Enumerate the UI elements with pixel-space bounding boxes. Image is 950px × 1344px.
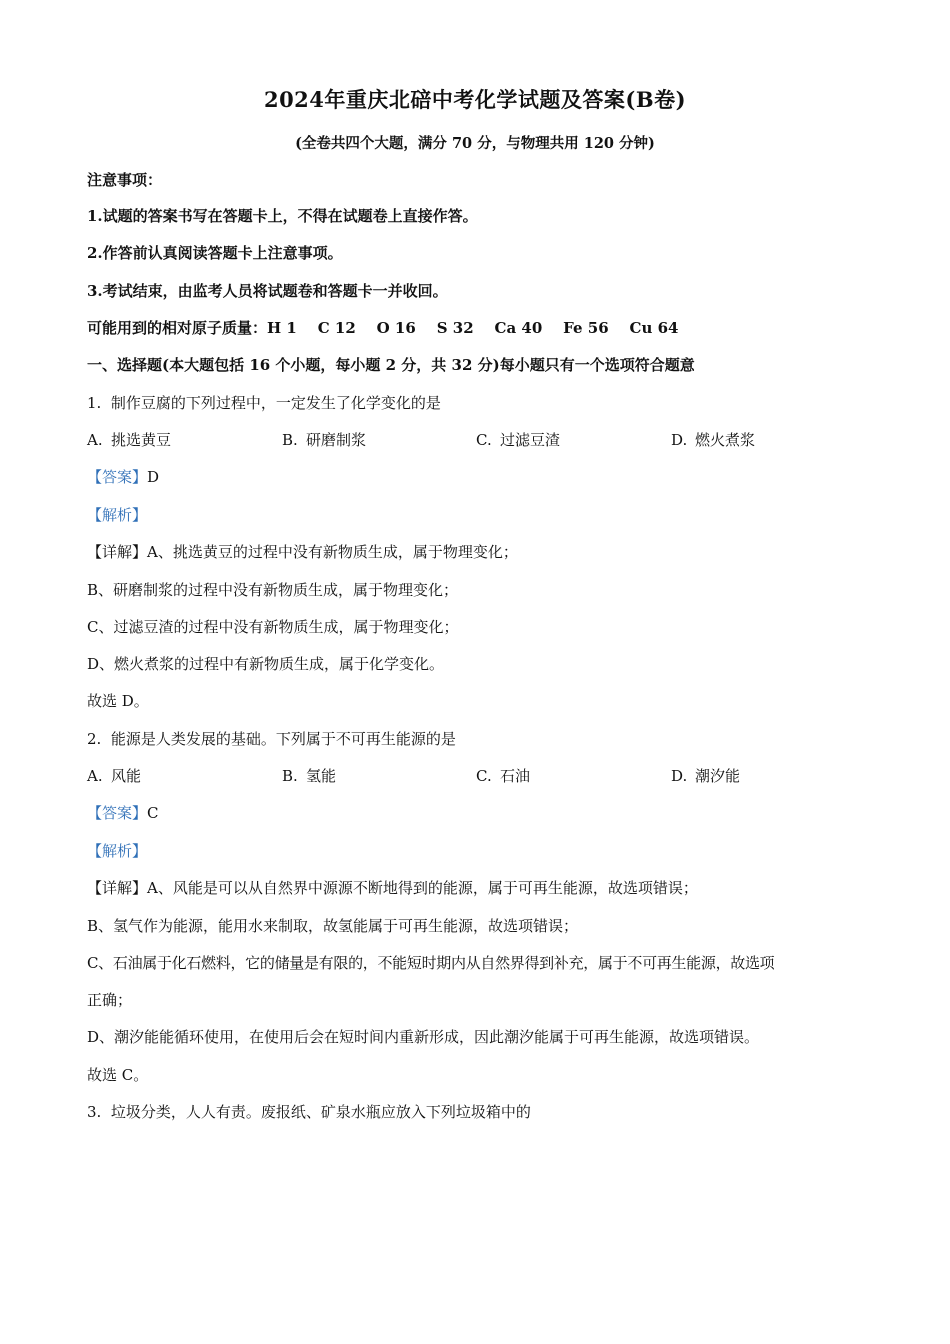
exam-title: 2024年重庆北碚中考化学试题及答案(B卷)	[263, 87, 687, 112]
q2-analysis-tag: 【解析】	[87, 842, 148, 860]
q1-option-d: D. 燃火煮浆	[671, 431, 756, 449]
section1-heading: 一、选择题(本大题包括 16 个小题，每小题 2 分，共 32 分)每小题只有一个选项符合题意	[87, 356, 695, 374]
q2-answer: 【答案】C	[87, 804, 159, 822]
q1-conclusion: 故选 D。	[87, 692, 149, 710]
q2-conclusion: 故选 C。	[87, 1066, 149, 1084]
q2-question: 2. 能源是人类发展的基础。下列属于不可再生能源的是	[87, 730, 456, 748]
q1-question: 1. 制作豆腐的下列过程中，一定发生了化学变化的是	[87, 394, 441, 412]
q2-detail-line-3: C、石油属于化石燃料，它的储量是有限的，不能短时期内从自然界得到补充，属于不可再生能源，故选项	[87, 954, 775, 972]
q2-option-c: C. 石油	[476, 767, 531, 785]
q2-option-d: D. 潮汐能	[671, 767, 741, 785]
notes-heading: 注意事项：	[87, 171, 163, 189]
q2-detail-line-4: 正确；	[87, 991, 133, 1009]
q3-question: 3. 垃圾分类，人人有责。废报纸、矿泉水瓶应放入下列垃圾箱中的	[87, 1103, 531, 1121]
atomic-masses: 可能用到的相对原子质量：H 1 C 12 O 16 S 32 Ca 40 Fe 56 Cu 64	[87, 319, 679, 337]
q1-detail-line-3: C、过滤豆渣的过程中没有新物质生成，属于物理变化；	[87, 618, 459, 636]
q2-detail-line-1: 【详解】A、风能是可以从自然界中源源不断地得到的能源，属于可再生能源，故选项错误；	[87, 879, 698, 897]
q2-detail-line-5: D、潮汐能能循环使用，在使用后会在短时间内重新形成，因此潮汐能属于可再生能源，故选项错误。	[87, 1028, 760, 1046]
q1-answer: 【答案】D	[87, 468, 160, 486]
q2-detail-line-2: B、氢气作为能源，能用水来制取，故氢能属于可再生能源，故选项错误；	[87, 917, 579, 935]
q1-option-a: A. 挑选黄豆	[87, 431, 172, 449]
q1-option-c: C. 过滤豆渣	[476, 431, 561, 449]
q1-detail-line-1: 【详解】A、挑选黄豆的过程中没有新物质生成，属于物理变化；	[87, 543, 518, 561]
q1-detail-line-4: D、燃火煮浆的过程中有新物质生成，属于化学变化。	[87, 655, 445, 673]
note-item-2: 2.作答前认真阅读答题卡上注意事项。	[87, 244, 343, 262]
q2-option-b: B. 氢能	[282, 767, 337, 785]
exam-subtitle: (全卷共四个大题，满分 70 分，与物理共用 120 分钟)	[295, 135, 655, 152]
note-item-1: 1.试题的答案书写在答题卡上，不得在试题卷上直接作答。	[87, 207, 478, 225]
q1-option-b: B. 研磨制浆	[282, 431, 367, 449]
q2-option-a: A. 风能	[87, 767, 142, 785]
q1-analysis-tag: 【解析】	[87, 506, 148, 524]
q1-detail-line-2: B、研磨制浆的过程中没有新物质生成，属于物理变化；	[87, 581, 459, 599]
note-item-3: 3.考试结束，由监考人员将试题卷和答题卡一并收回。	[87, 282, 448, 300]
